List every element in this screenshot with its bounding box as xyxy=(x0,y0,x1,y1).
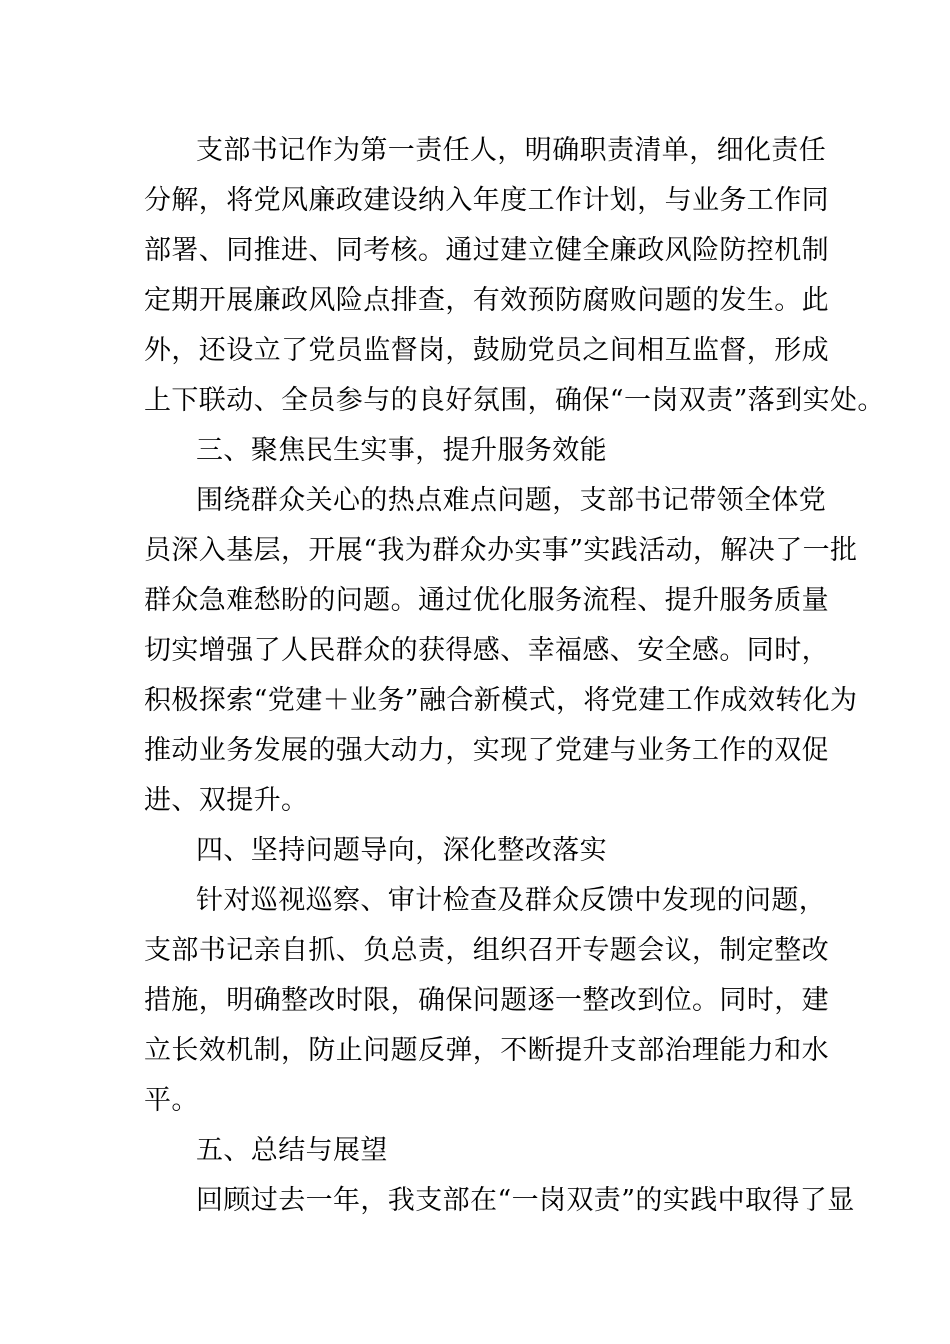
paragraph-line: 积极探索“党建＋业务”融合新模式，将党建工作成效转化为 xyxy=(144,685,858,716)
paragraph-line: 回顾过去一年，我支部在“一岗双责”的实践中取得了显 xyxy=(196,1185,855,1216)
paragraph-line: 员深入基层，开展“我为群众办实事”实践活动，解决了一批 xyxy=(144,535,858,566)
paragraph-line: 支部书记作为第一责任人，明确职责清单，细化责任 xyxy=(196,135,827,166)
section-heading: 三、聚焦民生实事，提升服务效能 xyxy=(196,435,607,466)
paragraph-line: 立长效机制，防止问题反弹，不断提升支部治理能力和水 xyxy=(144,1035,829,1066)
paragraph-line: 定期开展廉政风险点排查，有效预防腐败问题的发生。此 xyxy=(144,285,829,316)
paragraph-line: 针对巡视巡察、审计检查及群众反馈中发现的问题， xyxy=(196,885,827,916)
paragraph-line: 支部书记亲自抓、负总责，组织召开专题会议，制定整改 xyxy=(144,935,829,966)
paragraph-line: 切实增强了人民群众的获得感、幸福感、安全感。同时， xyxy=(144,635,829,666)
paragraph-line: 分解，将党风廉政建设纳入年度工作计划，与业务工作同 xyxy=(144,185,829,216)
paragraph-line: 进、双提升。 xyxy=(144,785,309,816)
section-heading: 五、总结与展望 xyxy=(196,1135,388,1166)
paragraph-line: 群众急难愁盼的问题。通过优化服务流程、提升服务质量 xyxy=(144,585,829,616)
paragraph-line: 上下联动、全员参与的良好氛围，确保“一岗双责”落到实处。 xyxy=(144,385,885,416)
document-body xyxy=(144,126,885,1226)
paragraph-line: 围绕群众关心的热点难点问题，支部书记带领全体党 xyxy=(196,485,827,516)
paragraph-line: 部署、同推进、同考核。通过建立健全廉政风险防控机制 xyxy=(144,235,829,266)
paragraph-line: 平。 xyxy=(144,1085,199,1116)
paragraph-line: 外，还设立了党员监督岗，鼓励党员之间相互监督，形成 xyxy=(144,335,829,366)
section-heading: 四、坚持问题导向，深化整改落实 xyxy=(196,835,607,866)
paragraph-line: 措施，明确整改时限，确保问题逐一整改到位。同时，建 xyxy=(144,985,829,1016)
paragraph-line: 推动业务发展的强大动力，实现了党建与业务工作的双促 xyxy=(144,735,829,766)
